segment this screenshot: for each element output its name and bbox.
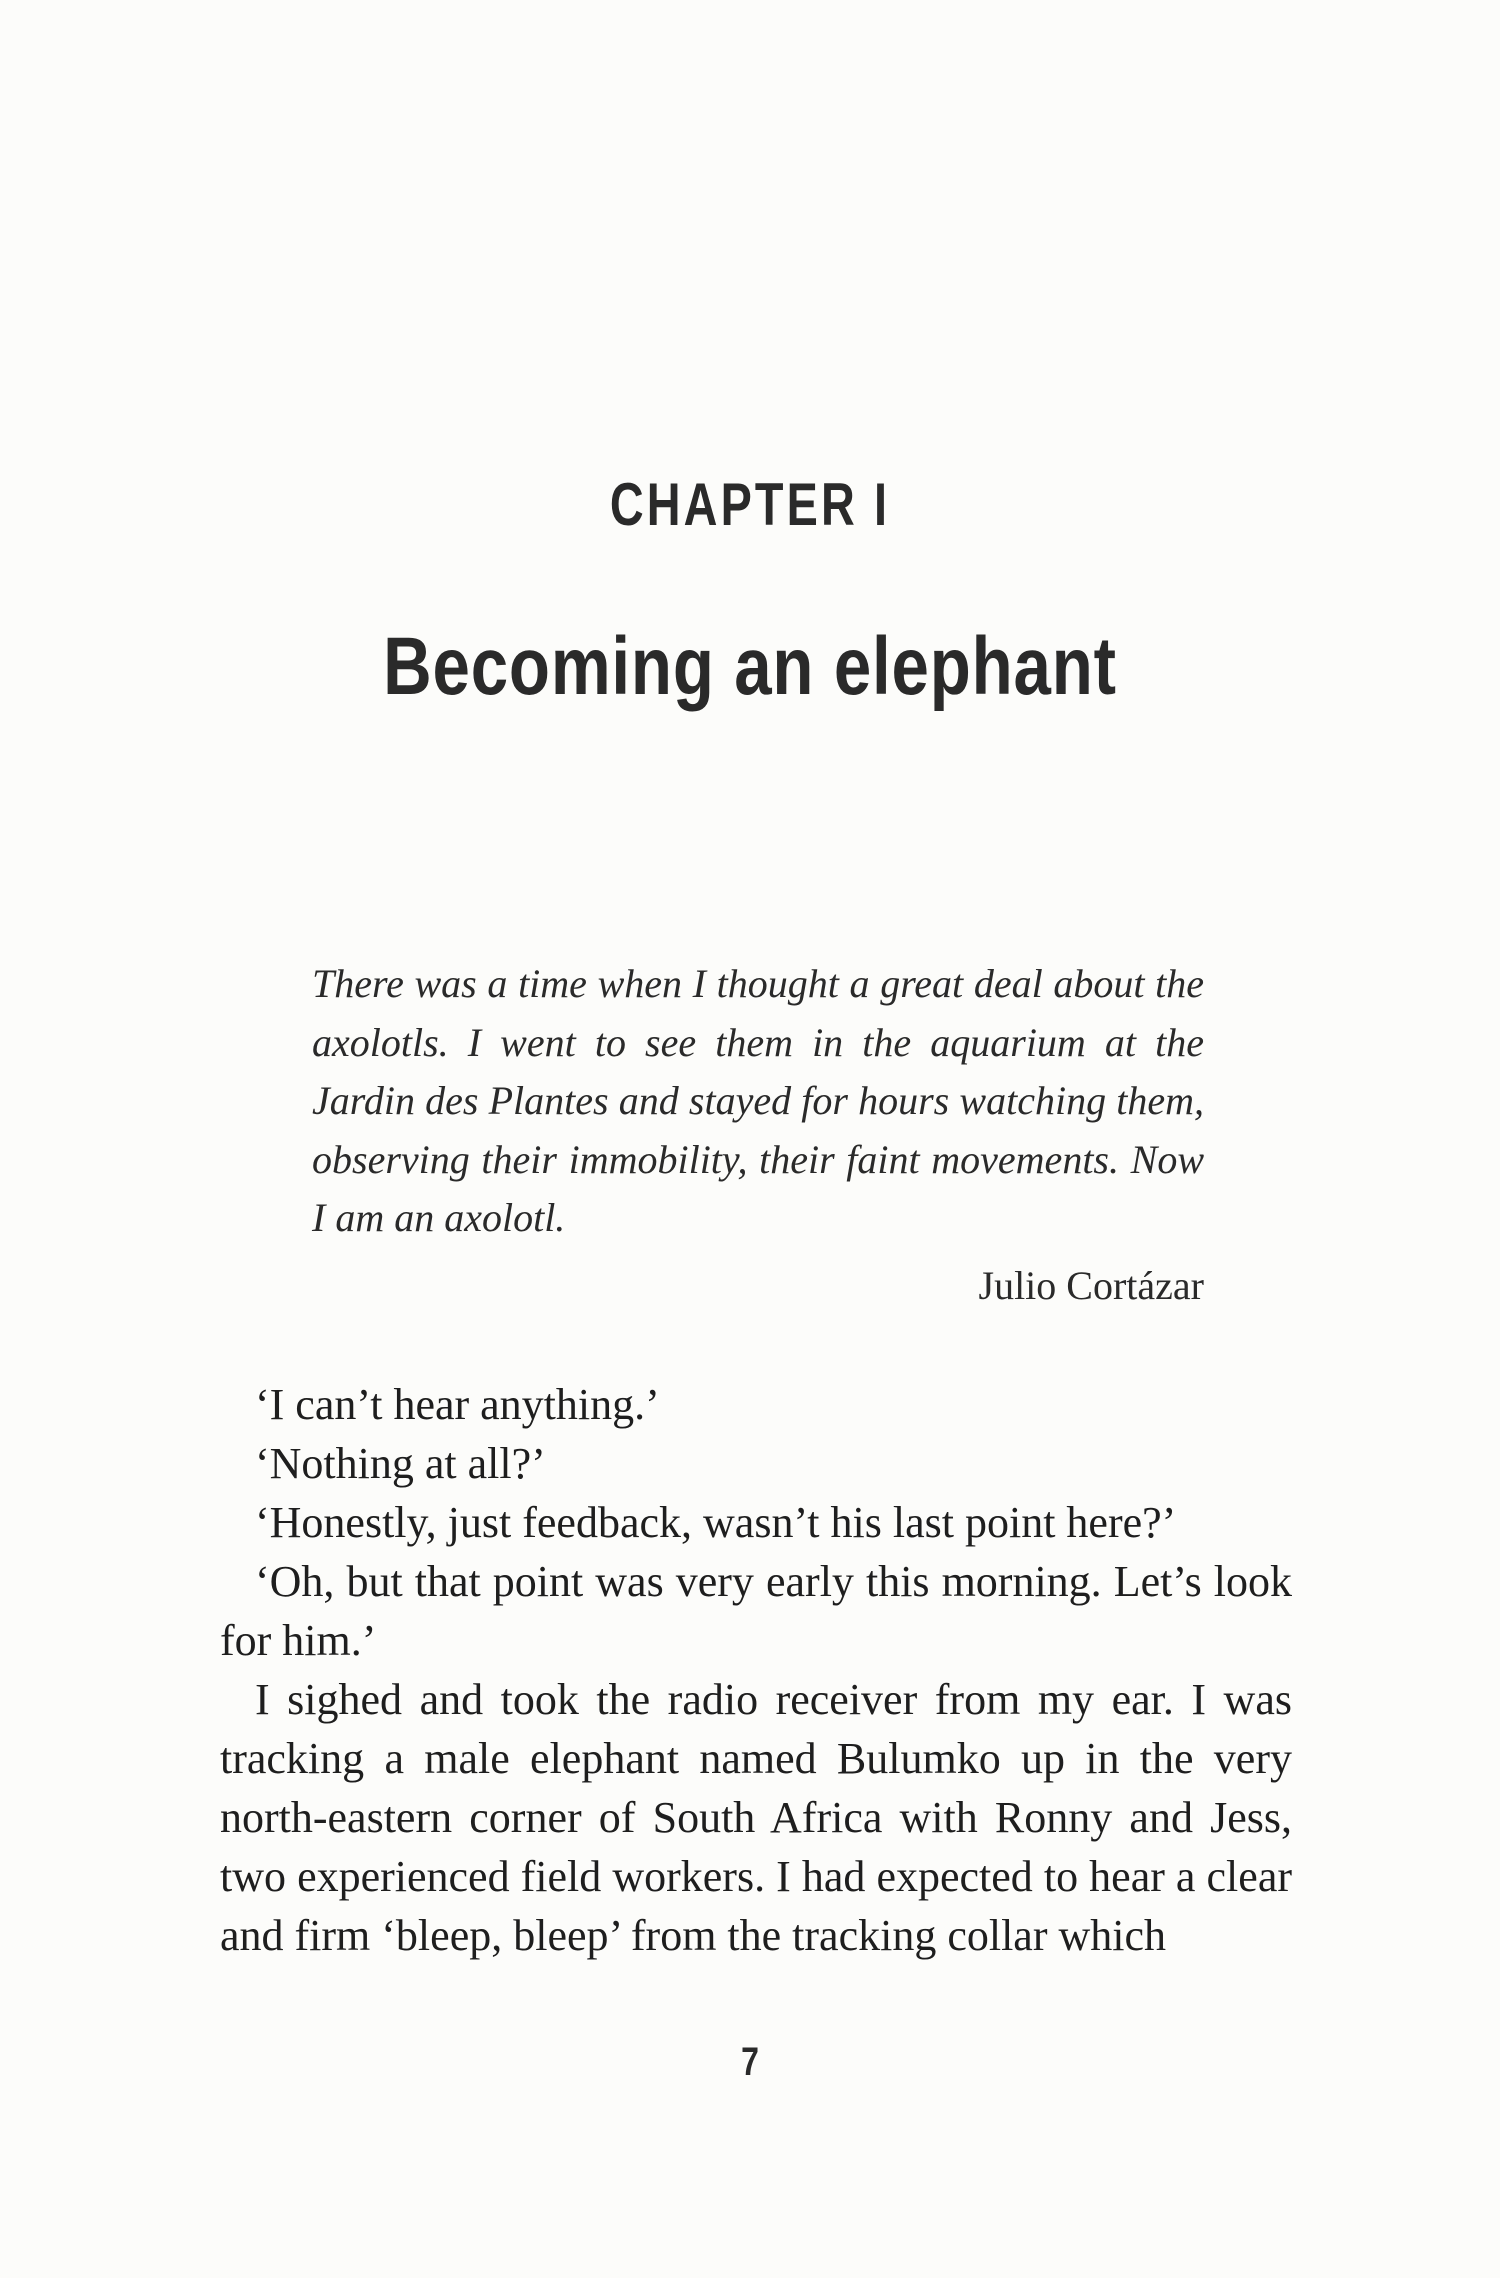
paragraph: ‘Oh, but that point was very early this morning. Let’s look for him.’: [220, 1557, 1292, 1665]
chapter-label: CHAPTER I: [609, 471, 891, 538]
paragraph: ‘Nothing at all?’: [255, 1439, 546, 1488]
chapter-title: Becoming an elephant: [383, 621, 1117, 712]
paragraph: ‘Honestly, just feedback, wasn’t his last point here?’: [255, 1498, 1177, 1547]
epigraph-text: There was a time when I thought a great deal about the axolotls. I went to see them in the aquarium at the Jardin des Plantes and stayed for hours watching them, observing their immobility, their faint movements. Now I am an axolotl.: [312, 961, 1204, 1240]
body-text: [220, 1375, 1292, 1965]
epigraph-author: Julio Cortázar: [978, 1263, 1204, 1308]
paragraph: I sighed and took the radio receiver from my ear. I was tracking a male elephant named Bulumko up in the very north-eastern corner of South Africa with Ronny and Jess, two experienced field workers. I had expected to hear a clear and firm ‘bleep, bleep’ from the tracking collar which: [220, 1675, 1292, 1960]
page-number: 7: [741, 2040, 759, 2084]
paragraph: ‘I can’t hear anything.’: [255, 1380, 660, 1429]
